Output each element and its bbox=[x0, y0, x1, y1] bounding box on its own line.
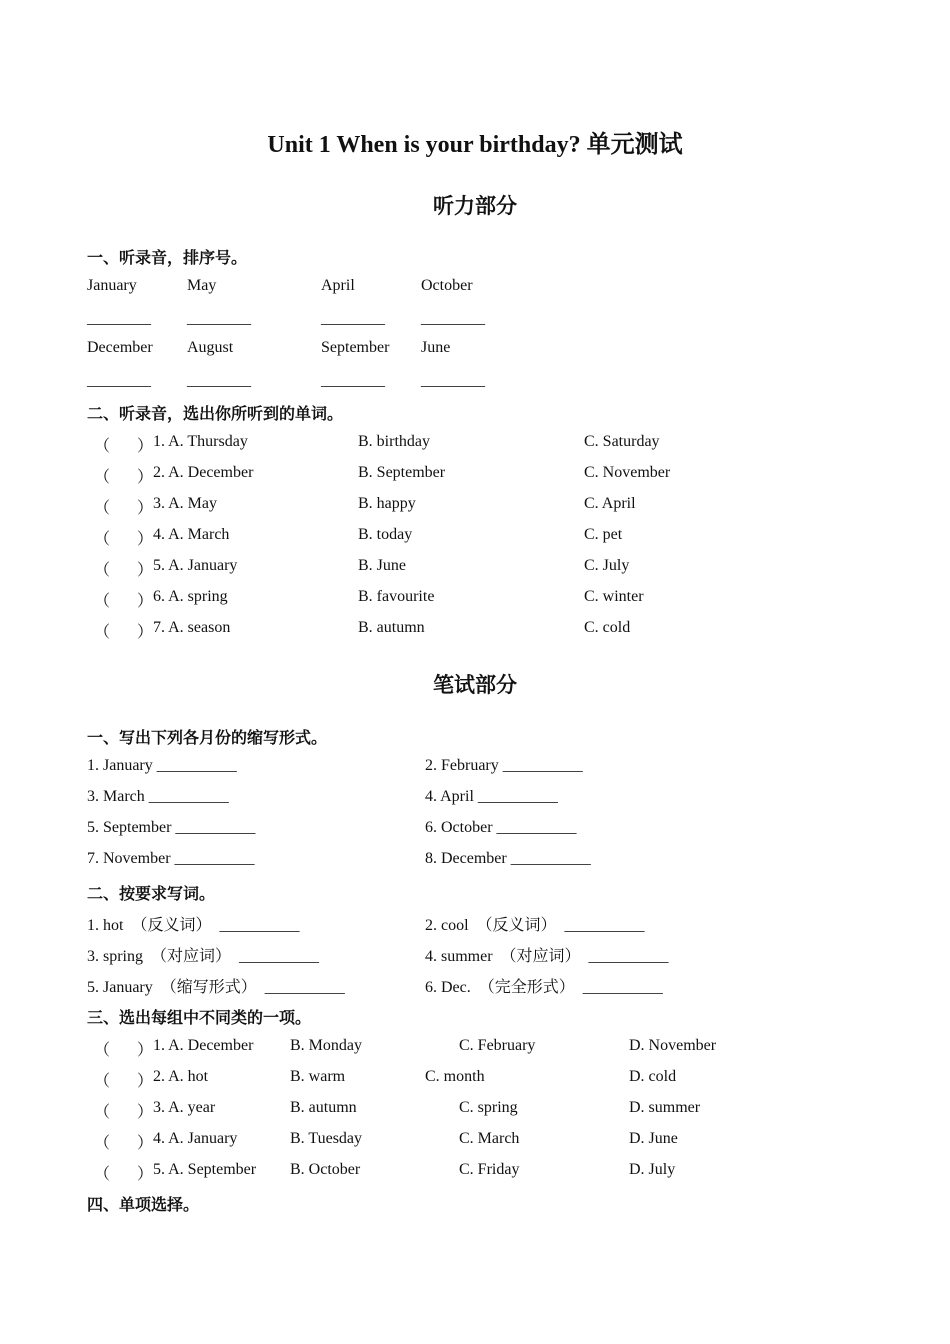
option-d: D. cold bbox=[629, 1068, 677, 1085]
option-b: B. happy bbox=[358, 495, 416, 512]
option-a: 2. A. December bbox=[153, 464, 254, 481]
option-c: C. cold bbox=[584, 619, 631, 636]
answer-paren-close: ） bbox=[137, 1073, 154, 1090]
answer-paren-open[interactable]: （ bbox=[94, 1104, 111, 1121]
answer-paren-close: ） bbox=[137, 1042, 154, 1059]
page-title: Unit 1 When is your birthday? 单元测试 bbox=[267, 132, 683, 158]
abbrev-question[interactable]: 5. September __________ bbox=[87, 819, 256, 836]
writing-section-4-heading: 四、单项选择。 bbox=[87, 1197, 200, 1214]
month-word: December bbox=[87, 339, 153, 356]
option-c: C. spring bbox=[459, 1099, 518, 1116]
abbrev-question[interactable]: 4. April __________ bbox=[425, 788, 558, 805]
month-word: May bbox=[187, 277, 217, 294]
option-b: B. Tuesday bbox=[290, 1130, 363, 1147]
option-c: C. March bbox=[459, 1130, 520, 1147]
month-word: June bbox=[421, 339, 451, 356]
order-blank[interactable]: ________ bbox=[87, 310, 151, 327]
answer-paren-open[interactable]: （ bbox=[94, 531, 111, 548]
option-c: C. February bbox=[459, 1037, 536, 1054]
answer-paren-close: ） bbox=[137, 593, 154, 610]
answer-paren-close: ） bbox=[137, 469, 154, 486]
order-blank[interactable]: ________ bbox=[187, 372, 251, 389]
order-blank[interactable]: ________ bbox=[421, 310, 485, 327]
answer-paren-close: ） bbox=[137, 500, 154, 517]
option-b: B. autumn bbox=[358, 619, 425, 636]
option-c: C. pet bbox=[584, 526, 623, 543]
abbrev-question[interactable]: 8. December __________ bbox=[425, 850, 591, 867]
listening-section-1-heading: 一、听录音，排序号。 bbox=[87, 250, 248, 267]
word-question[interactable]: 4. summer （对应词） __________ bbox=[425, 948, 669, 965]
word-question[interactable]: 1. hot （反义词） __________ bbox=[87, 917, 300, 934]
option-b: B. June bbox=[358, 557, 406, 574]
option-a: 3. A. year bbox=[153, 1099, 216, 1116]
month-word: October bbox=[421, 277, 473, 294]
month-word: August bbox=[187, 339, 234, 356]
month-word: January bbox=[87, 277, 137, 294]
order-blank[interactable]: ________ bbox=[87, 372, 151, 389]
answer-paren-close: ） bbox=[137, 1166, 154, 1183]
answer-paren-open[interactable]: （ bbox=[94, 624, 111, 641]
word-question[interactable]: 5. January （缩写形式） __________ bbox=[87, 979, 345, 996]
option-a: 5. A. January bbox=[153, 557, 238, 574]
answer-paren-open[interactable]: （ bbox=[94, 593, 111, 610]
abbrev-question[interactable]: 6. October __________ bbox=[425, 819, 577, 836]
answer-paren-close: ） bbox=[137, 531, 154, 548]
option-b: B. autumn bbox=[290, 1099, 357, 1116]
answer-paren-close: ） bbox=[137, 1104, 154, 1121]
word-question[interactable]: 6. Dec. （完全形式） __________ bbox=[425, 979, 663, 996]
abbrev-question[interactable]: 1. January __________ bbox=[87, 757, 237, 774]
option-d: D. November bbox=[629, 1037, 717, 1054]
answer-paren-close: ） bbox=[137, 562, 154, 579]
option-a: 3. A. May bbox=[153, 495, 217, 512]
answer-paren-open[interactable]: （ bbox=[94, 438, 111, 455]
option-c: C. November bbox=[584, 464, 671, 481]
writing-section-3-heading: 三、选出每组中不同类的一项。 bbox=[87, 1010, 312, 1027]
answer-paren-open[interactable]: （ bbox=[94, 500, 111, 517]
answer-paren-close: ） bbox=[137, 624, 154, 641]
option-a: 5. A. September bbox=[153, 1161, 257, 1178]
option-c: C. Friday bbox=[459, 1161, 520, 1178]
option-a: 4. A. January bbox=[153, 1130, 238, 1147]
option-d: D. July bbox=[629, 1161, 676, 1178]
option-b: B. Monday bbox=[290, 1037, 362, 1054]
answer-paren-close: ） bbox=[137, 1135, 154, 1152]
option-c: C. July bbox=[584, 557, 630, 574]
answer-paren-open[interactable]: （ bbox=[94, 562, 111, 579]
option-a: 1. A. Thursday bbox=[153, 433, 248, 450]
option-a: 4. A. March bbox=[153, 526, 230, 543]
option-b: B. favourite bbox=[358, 588, 435, 605]
writing-heading: 笔试部分 bbox=[433, 673, 517, 697]
word-question[interactable]: 2. cool （反义词） __________ bbox=[425, 917, 645, 934]
option-d: D. June bbox=[629, 1130, 678, 1147]
writing-section-1-heading: 一、写出下列各月份的缩写形式。 bbox=[87, 730, 328, 747]
answer-paren-open[interactable]: （ bbox=[94, 1042, 111, 1059]
order-blank[interactable]: ________ bbox=[421, 372, 485, 389]
abbrev-question[interactable]: 7. November __________ bbox=[87, 850, 255, 867]
option-d: D. summer bbox=[629, 1099, 701, 1116]
option-c: C. April bbox=[584, 495, 636, 512]
answer-paren-open[interactable]: （ bbox=[94, 1166, 111, 1183]
abbrev-question[interactable]: 3. March __________ bbox=[87, 788, 229, 805]
listening-section-2-heading: 二、听录音，选出你所听到的单词。 bbox=[87, 406, 344, 423]
option-b: B. warm bbox=[290, 1068, 346, 1085]
listening-heading: 听力部分 bbox=[433, 194, 517, 218]
option-a: 7. A. season bbox=[153, 619, 231, 636]
option-c: C. Saturday bbox=[584, 433, 660, 450]
option-b: B. September bbox=[358, 464, 446, 481]
answer-paren-open[interactable]: （ bbox=[94, 1073, 111, 1090]
option-c: C. month bbox=[425, 1068, 485, 1085]
month-word: April bbox=[321, 277, 355, 294]
option-a: 1. A. December bbox=[153, 1037, 254, 1054]
option-a: 6. A. spring bbox=[153, 588, 228, 605]
order-blank[interactable]: ________ bbox=[187, 310, 251, 327]
answer-paren-open[interactable]: （ bbox=[94, 469, 111, 486]
abbrev-question[interactable]: 2. February __________ bbox=[425, 757, 583, 774]
option-c: C. winter bbox=[584, 588, 644, 605]
month-word: September bbox=[321, 339, 390, 356]
order-blank[interactable]: ________ bbox=[321, 310, 385, 327]
option-b: B. birthday bbox=[358, 433, 430, 450]
word-question[interactable]: 3. spring （对应词） __________ bbox=[87, 948, 320, 965]
order-blank[interactable]: ________ bbox=[321, 372, 385, 389]
answer-paren-close: ） bbox=[137, 438, 154, 455]
writing-section-2-heading: 二、按要求写词。 bbox=[87, 886, 216, 903]
answer-paren-open[interactable]: （ bbox=[94, 1135, 111, 1152]
option-b: B. October bbox=[290, 1161, 361, 1178]
option-b: B. today bbox=[358, 526, 413, 543]
option-a: 2. A. hot bbox=[153, 1068, 209, 1085]
